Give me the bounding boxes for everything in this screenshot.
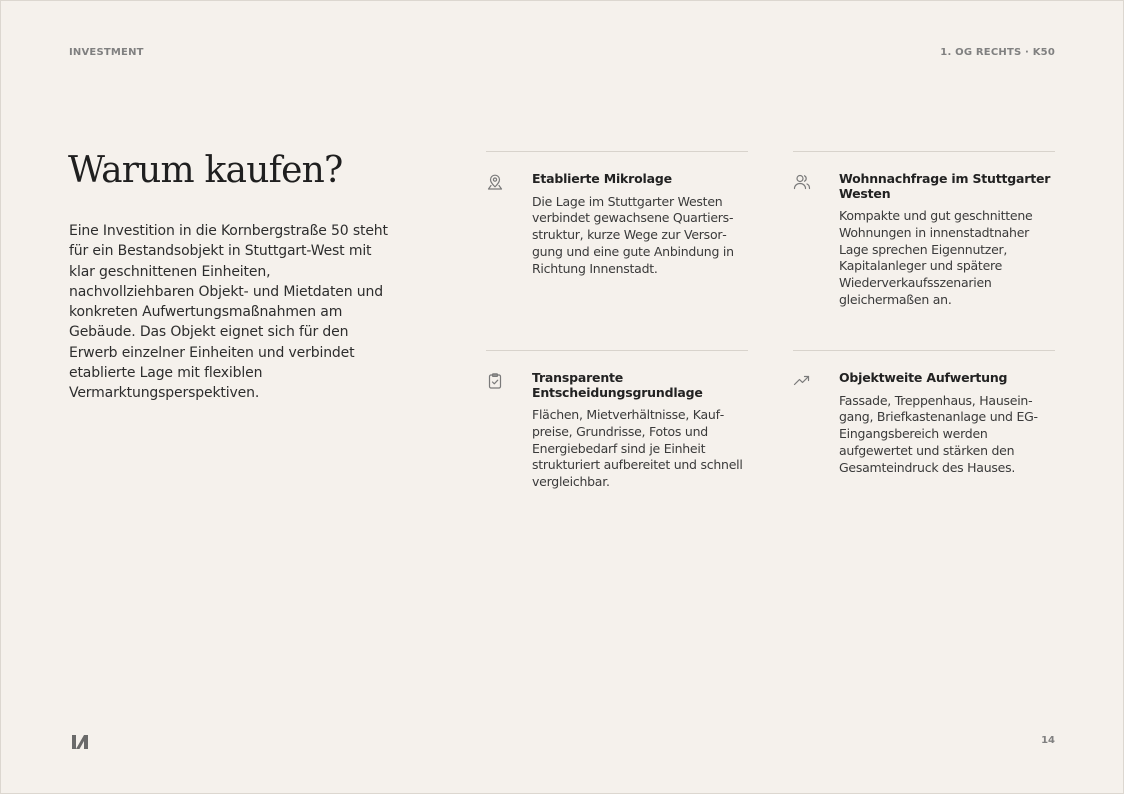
intro-paragraph: Eine Investition in die Kornbergstraße 50 steht für ein Bestandsobjekt in Stuttgart-West mit klar geschnittenen Einheiten, nachvollziehbaren Objekt- und Mietdaten und konkreten Aufwertungsmaßnahmen am Gebäude. Das Objekt eignet sich für den Erwerb einzelner Einheiten und verbindet etablierte Lage mit flexiblen Vermarktungsperspektiven. <box>69 223 388 402</box>
card-text: Fassade, Treppenhaus, Hauseingang, Briefkastenanlage und EG-Eingangsbereich werden aufgewertet und stärken den Gesamteindruck des Hauses. <box>839 392 1038 475</box>
page-title: Warum kaufen? <box>68 150 343 191</box>
card-title: Etablierte Mikrolage <box>532 171 672 186</box>
trending-up-icon <box>793 372 811 390</box>
feature-card-wohnnachfrage <box>793 151 1055 309</box>
card-text: Die Lage im Stuttgarter Westen verbindet gewachsene Quartiersstruktur, kurze Wege zur Versorgung und eine gute Anbindung in Richtung Innenstadt. <box>532 193 734 276</box>
card-title: Wohnnachfrage im Stuttgarter Westen <box>839 171 1051 201</box>
feature-card-aufwertung <box>793 350 1055 476</box>
users-icon <box>793 173 811 191</box>
section-label: INVESTMENT <box>69 47 144 58</box>
feature-card-entscheidungsgrundlage <box>486 350 748 491</box>
card-title: Objektweite Aufwertung <box>839 370 1008 385</box>
unit-label: 1. OG RECHTS · K50 <box>940 47 1055 58</box>
map-pin-icon <box>486 173 504 191</box>
brand-logo-icon <box>71 735 89 749</box>
page-number: 14 <box>1041 735 1055 746</box>
feature-card-mikrolage <box>486 151 748 277</box>
clipboard-check-icon <box>486 372 504 390</box>
card-text: Flächen, Mietverhältnisse, Kaufpreise, Grundrisse, Fotos und Energiebedarf sind je Einheit strukturiert aufbereitet und schnell vergleichbar. <box>532 407 743 490</box>
card-title: Transparente Entscheidungsgrundlage <box>532 370 703 400</box>
card-text: Kompakte und gut geschnittene Wohnungen in innenstadtnaher Lage sprechen Eigennutzer, Kapitalanleger und spätere Wiederverkaufsszenarien gleichermaßen an. <box>839 208 1033 307</box>
